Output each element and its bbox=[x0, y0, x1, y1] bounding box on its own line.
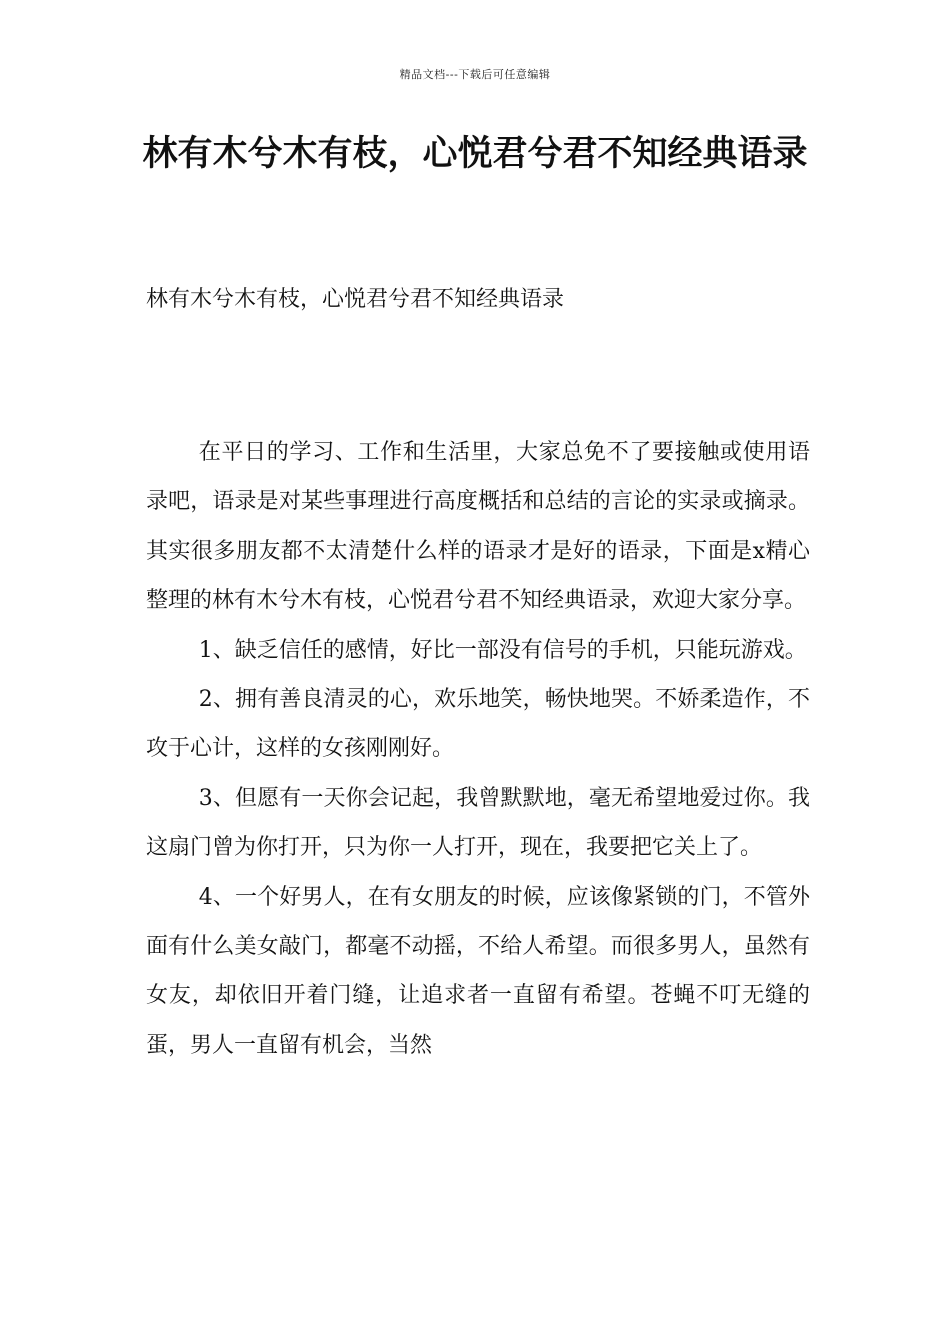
quote-paragraph: 3、但愿有一天你会记起，我曾默默地，毫无希望地爱过你。我这扇门曾为你打开，只为你一人打开，现在，我要把它关上了。 bbox=[146, 785, 810, 861]
document-subtitle: 林有木兮木有枝，心悦君兮君不知经典语录 bbox=[146, 287, 565, 312]
intro-paragraph: 在平日的学习、工作和生活里，大家总免不了要接触或使用语录吧，语录是对某些事理进行高度概括和总结的言论的实录或摘录。其实很多朋友都不太清楚什么样的语录才是好的语录，下面是x精心整理的林有木兮木有枝，心悦君兮君不知经典语录，欢迎大家分享。 bbox=[146, 440, 810, 614]
quote-paragraph: 4、一个好男人，在有女朋友的时候，应该像紧锁的门，不管外面有什么美女敲门，都毫不动摇，不给人希望。而很多男人，虽然有女友，却依旧开着门缝，让追求者一直留有希望。苍蝇不叮无缝的蛋，男人一直留有机会，当然 bbox=[146, 884, 810, 1058]
quote-paragraph: 2、拥有善良清灵的心，欢乐地笑，畅快地哭。不娇柔造作，不攻于心计，这样的女孩刚刚好。 bbox=[146, 687, 810, 762]
quote-paragraph: 1、缺乏信任的感情，好比一部没有信号的手机，只能玩游戏。 bbox=[198, 637, 807, 663]
document-title: 林有木兮木有枝，心悦君兮君不知经典语录 bbox=[142, 134, 808, 174]
header-note: 精品文档---下载后可任意编辑 bbox=[399, 68, 551, 81]
document-body bbox=[146, 428, 810, 1070]
